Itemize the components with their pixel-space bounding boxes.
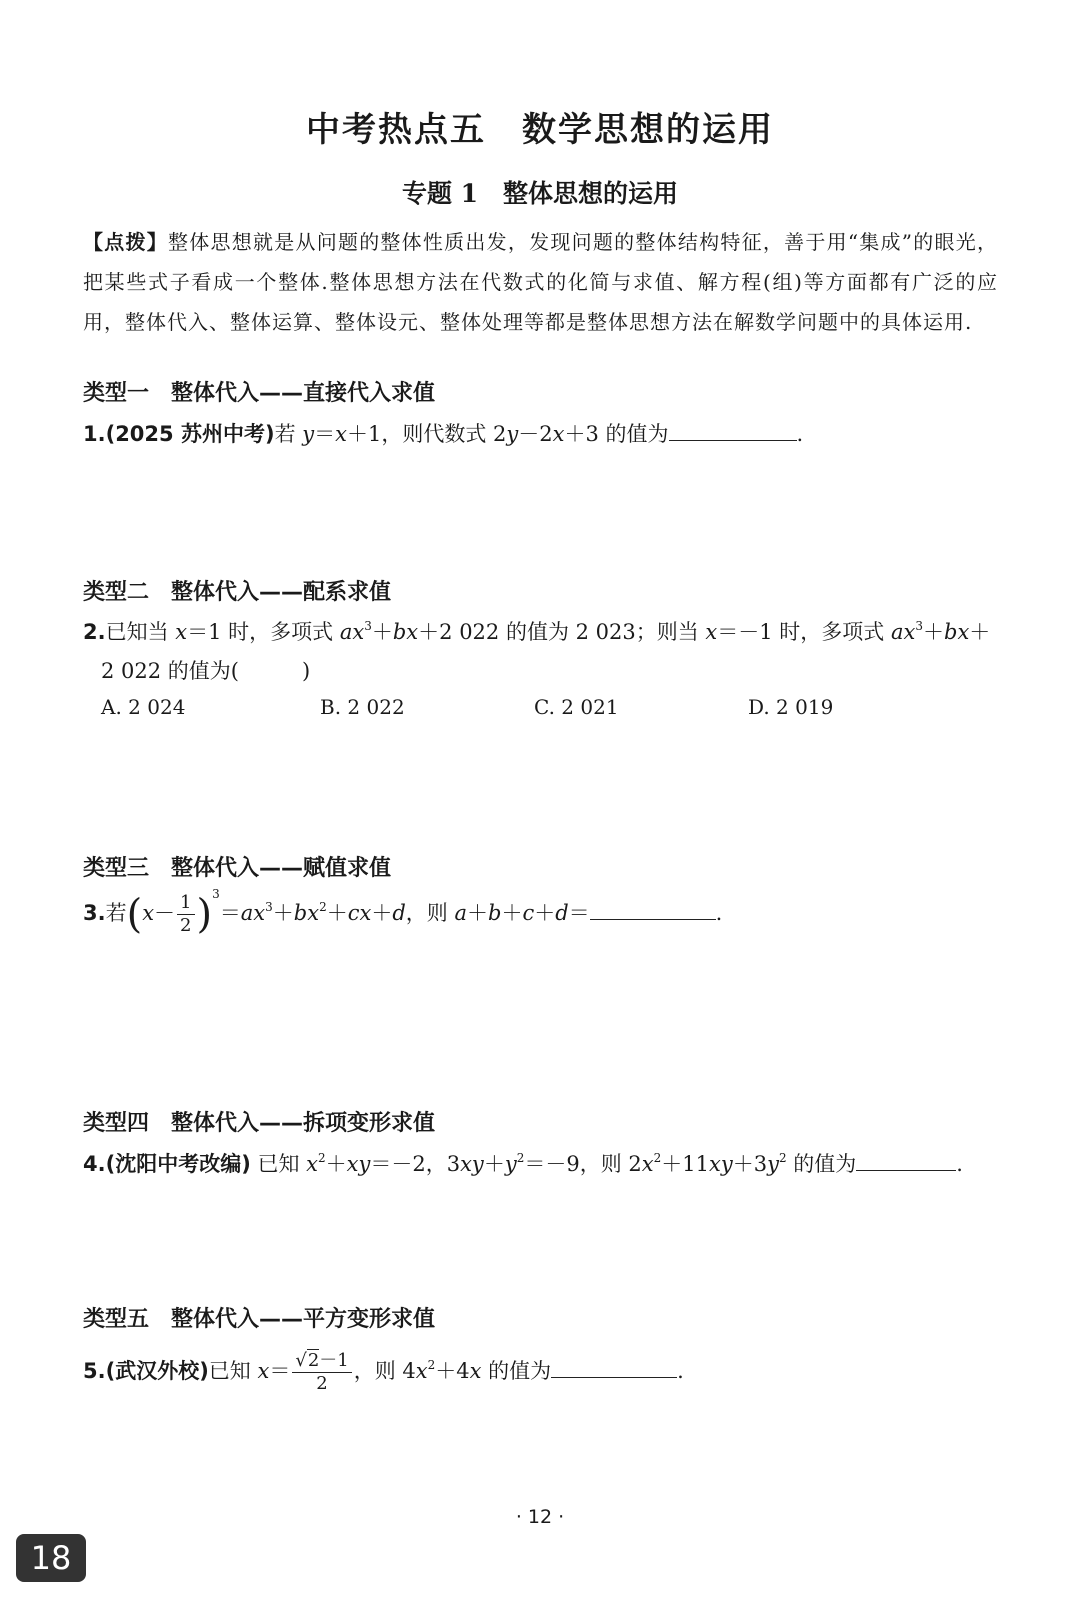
tip-paragraph <box>83 222 998 342</box>
q1-number: 1. <box>83 422 106 446</box>
question-5: 5.(武汉外校)已知 x＝ $\frac{√2-1}{2}$ ，则 $4x^2+4x$ 的值为 . <box>83 1350 684 1394</box>
fraction-one-half: $\frac{1}{2}$ <box>177 892 194 937</box>
q2-option-b[interactable]: B. 2 022 <box>320 695 405 719</box>
question-4: 4.(沈阳中考改编) 已知 $x^2+xy=-2$，$3xy+y^2=-9$，则 $2x^2+11xy+3y^2$ 的值为 . <box>83 1151 963 1176</box>
q2-line2: 2 022 的值为( ) <box>101 659 311 683</box>
question-3: 3.若(x－ $\frac{1}{2}$ )$^3=ax^3+bx^2+cx+d$，则 a＋b＋c＋d＝ . <box>83 887 723 938</box>
q5-answer-blank[interactable] <box>551 1359 677 1378</box>
q2-option-c[interactable]: C. 2 021 <box>534 695 619 719</box>
q2-option-a[interactable]: A. 2 024 <box>101 695 186 719</box>
q4-number: 4. <box>83 1152 106 1176</box>
type-heading-3: 类型三 整体代入——赋值求值 <box>83 856 392 881</box>
q5-number: 5. <box>83 1359 106 1383</box>
q1-answer-blank[interactable] <box>669 422 797 441</box>
question-2: 2.已知当 x＝1 时，多项式 $ax^3+bx+2$ 022 的值为 2 023；则当 x＝－1 时，多项式 $ax^3+bx+$ <box>83 619 991 644</box>
q2-number: 2. <box>83 620 106 644</box>
type-heading-4: 类型四 整体代入——拆项变形求值 <box>83 1111 436 1136</box>
page-number: · 12 · <box>515 1506 565 1528</box>
q4-source: (沈阳中考改编) <box>105 1152 251 1176</box>
page-title: 中考热点五 数学思想的运用 <box>306 110 774 150</box>
page-badge: 18 <box>16 1534 86 1582</box>
question-1: 1.(2025 苏州中考)若 y＝x＋1，则代数式 2y－2x＋3 的值为 . <box>83 422 804 446</box>
section-subtitle: 专题 1 整体思想的运用 <box>401 179 679 208</box>
q5-source: (武汉外校) <box>105 1359 209 1383</box>
q3-number: 3. <box>83 901 106 925</box>
q2-option-d[interactable]: D. 2 019 <box>748 695 834 719</box>
tip-text: 整体思想就是从问题的整体性质出发，发现问题的整体结构特征，善于用“集成”的眼光，把某些式子看成一个整体.整体思想方法在代数式的化简与求值、解方程(组)等方面都有广泛的应用，整体代入、整体运算、整体设元、整体处理等都是整体思想方法在解数学问题中的具体运用. <box>83 230 998 334</box>
fraction-sqrt2-minus-1-over-2: $\frac{√2-1}{2}$ <box>292 1350 351 1395</box>
q1-source: (2025 苏州中考) <box>105 422 275 446</box>
tip-label: 【点拨】 <box>83 230 168 254</box>
type-heading-5: 类型五 整体代入——平方变形求值 <box>83 1307 436 1332</box>
type-heading-2: 类型二 整体代入——配系求值 <box>83 580 392 605</box>
type-heading-1: 类型一 整体代入——直接代入求值 <box>83 381 436 406</box>
q3-answer-blank[interactable] <box>590 901 716 920</box>
q4-answer-blank[interactable] <box>856 1152 956 1171</box>
